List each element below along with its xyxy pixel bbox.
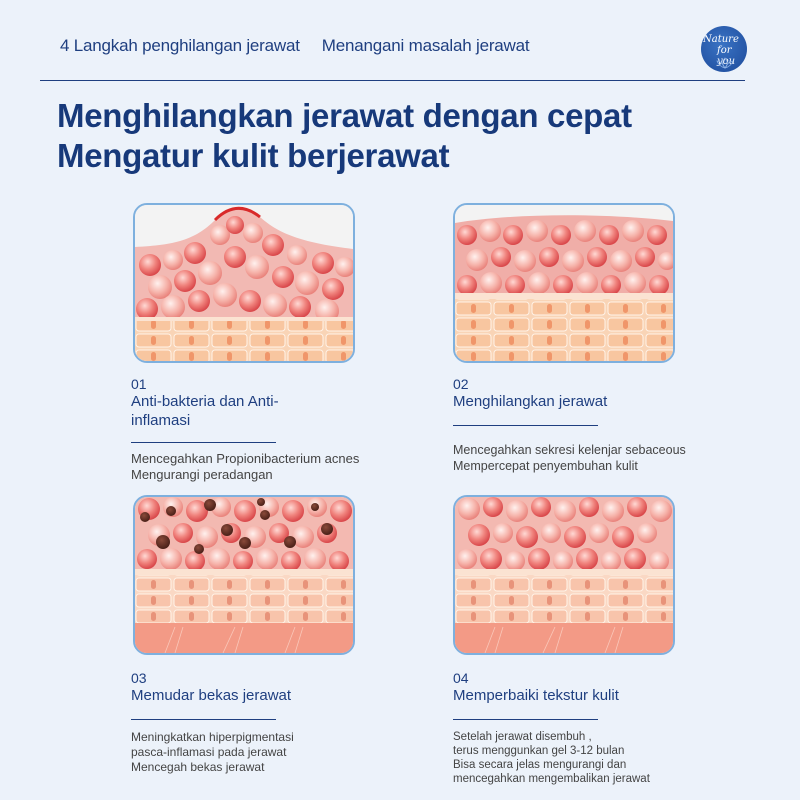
description-line: Meningkatkan hiperpigmentasi <box>131 730 294 744</box>
page-headline <box>57 96 632 176</box>
brand-logo <box>701 26 747 72</box>
description-line: Mencegahkan Propionibacterium acnes <box>131 451 360 466</box>
description-line: mencegahkan mengembalikan jerawat <box>453 773 650 785</box>
step-4 <box>453 670 733 786</box>
step-title-line: inflamasi <box>131 412 191 429</box>
step-description <box>131 730 411 775</box>
inflamed-skin-illustration <box>135 205 353 361</box>
step-title <box>131 392 411 430</box>
lotus-icon <box>715 56 735 70</box>
step-number: 02 <box>453 376 469 392</box>
description-line: Setelah jerawat disembuh , <box>453 731 592 743</box>
step-1 <box>131 376 411 483</box>
flattened-skin-illustration <box>455 205 673 361</box>
step-3 <box>131 670 411 775</box>
description-line: pasca-inflamasi pada jerawat <box>131 745 287 759</box>
step-number: 01 <box>131 376 147 392</box>
step-title <box>453 392 733 411</box>
step-description <box>453 442 733 474</box>
description-line: terus menggunkan gel 3-12 bulan <box>453 745 625 757</box>
step-2 <box>453 376 733 474</box>
step-title <box>453 686 733 705</box>
step-description <box>453 730 733 786</box>
step-title-line: Menghilangkan jerawat <box>453 393 608 410</box>
step-1-image <box>133 203 355 363</box>
description-line: Mencegahkan sekresi kelenjar sebaceous <box>453 443 686 457</box>
step-divider <box>453 719 598 720</box>
headline-line2: Mengatur kulit berjerawat <box>57 137 450 174</box>
description-line: Mempercepat penyembuhan kulit <box>453 459 638 473</box>
logo-text-line2: for you <box>717 45 736 67</box>
step-2-image <box>453 203 675 363</box>
header-taglines <box>60 36 551 56</box>
header-divider <box>40 80 745 81</box>
logo-text-line1: Nature <box>703 34 739 45</box>
step-3-image <box>133 495 355 655</box>
step-divider <box>453 425 598 426</box>
step-divider <box>131 442 276 443</box>
step-description <box>131 451 411 483</box>
description-line: Bisa secara jelas mengurangi dan <box>453 759 627 771</box>
headline-line1: Menghilangkan jerawat dengan cepat <box>57 97 632 134</box>
step-title-line: Anti-bakteria dan Anti- <box>131 393 279 410</box>
step-divider <box>131 719 276 720</box>
step-title-line: Memperbaiki tekstur kulit <box>453 687 619 704</box>
description-line: Mengurangi peradangan <box>131 467 273 482</box>
step-title <box>131 686 411 705</box>
tagline-right: Menangani masalah jerawat <box>321 36 530 55</box>
pigmented-skin-illustration <box>135 497 353 653</box>
step-number: 04 <box>453 670 469 686</box>
step-number: 03 <box>131 670 147 686</box>
healthy-skin-illustration <box>455 497 673 653</box>
step-title-line: Memudar bekas jerawat <box>131 687 292 704</box>
description-line: Mencegah bekas jerawat <box>131 760 265 774</box>
tagline-left: 4 Langkah penghilangan jerawat <box>60 36 300 55</box>
step-4-image <box>453 495 675 655</box>
